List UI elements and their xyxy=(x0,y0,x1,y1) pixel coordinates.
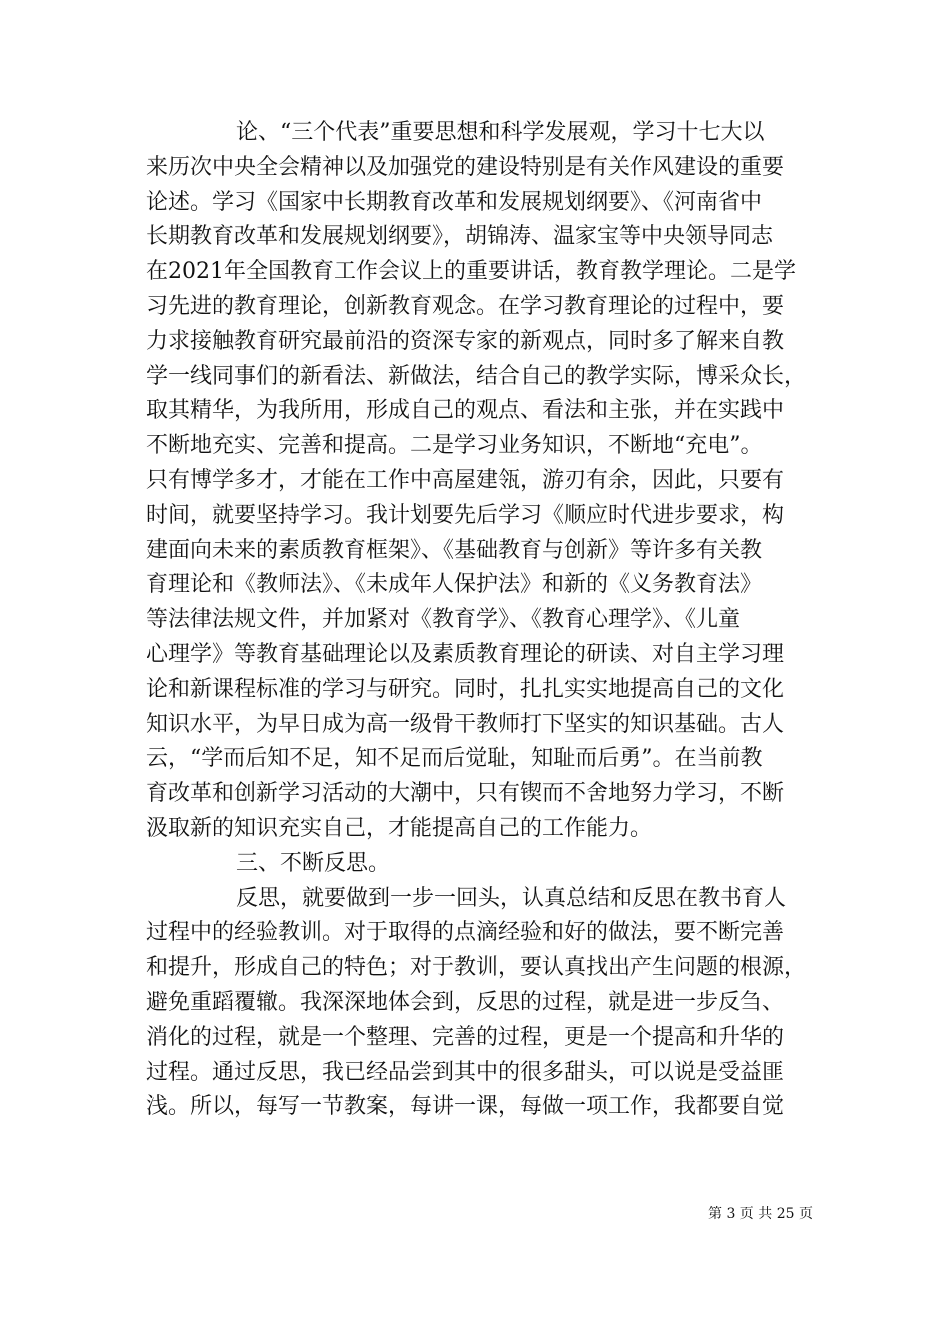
text-line: 消化的过程，就是一个整理、完善的过程，更是一个提高和升华的 xyxy=(146,1024,785,1050)
text-line: 过程中的经验教训。对于取得的点滴经验和好的做法，要不断完善 xyxy=(146,920,785,946)
text-line: 只有博学多才，才能在工作中高屋建瓴，游刃有余，因此，只要有 xyxy=(146,467,785,493)
text-line: 避免重蹈覆辙。我深深地体会到，反思的过程，就是进一步反刍、 xyxy=(146,989,785,1015)
text-line: 等法律法规文件，并加紧对《教育学》、《教育心理学》、《儿童 xyxy=(146,607,741,633)
text-line: 不断地充实、完善和提高。二是学习业务知识，不断地“充电”。 xyxy=(146,433,763,459)
document-body xyxy=(146,116,810,1125)
text-line: 反思，就要做到一步一回头，认真总结和反思在教书育人 xyxy=(236,885,787,911)
text-line: 取其精华，为我所用，形成自己的观点、看法和主张，并在实践中 xyxy=(146,398,785,424)
text-line: 长期教育改革和发展规划纲要》，胡锦涛、温家宝等中央领导同志 xyxy=(146,224,774,250)
text-line: 心理学》等教育基础理论以及素质教育理论的研读、对自主学习理 xyxy=(146,641,785,667)
text-line: 习先进的教育理论，创新教育观念。在学习教育理论的过程中，要 xyxy=(146,293,785,319)
section-heading: 三、不断反思。 xyxy=(236,850,391,876)
text-line: 在2021年全国教育工作会议上的重要讲话，教育教学理论。二是学 xyxy=(146,259,796,285)
text-line: 育改革和创新学习活动的大潮中，只有锲而不舍地努力学习，不断 xyxy=(146,781,785,807)
text-line: 汲取新的知识充实自己，才能提高自己的工作能力。 xyxy=(146,815,653,841)
text-line: 浅。所以，每写一节教案，每讲一课，每做一项工作，我都要自觉 xyxy=(146,1094,785,1120)
page-number: 第 3 页 共 25 页 xyxy=(708,1206,813,1222)
text-line: 知识水平，为早日成为高一级骨干教师打下坚实的知识基础。古人 xyxy=(146,711,785,737)
text-line: 云，“学而后知不足，知不足而后觉耻，知耻而后勇”。在当前教 xyxy=(146,746,763,772)
text-line: 来历次中央全会精神以及加强党的建设特别是有关作风建设的重要 xyxy=(146,154,785,180)
text-line: 时间，就要坚持学习。我计划要先后学习《顺应时代进步要求，构 xyxy=(146,502,785,528)
text-line: 过程。通过反思，我已经品尝到其中的很多甜头，可以说是受益匪 xyxy=(146,1059,785,1085)
text-line: 和提升，形成自己的特色；对于教训，要认真找出产生问题的根源， xyxy=(146,955,807,981)
text-line: 建面向未来的素质教育框架》、《基础教育与创新》等许多有关教 xyxy=(146,537,763,563)
text-line: 学一线同事们的新看法、新做法，结合自己的教学实际，博采众长， xyxy=(146,363,807,389)
text-line: 育理论和《教师法》、《未成年人保护法》和新的《义务教育法》 xyxy=(146,572,763,598)
text-line: 力求接触教育研究最前沿的资深专家的新观点，同时多了解来自教 xyxy=(146,328,785,354)
text-line: 论、“三个代表”重要思想和科学发展观，学习十七大以 xyxy=(236,120,765,145)
text-line: 论述。学习《国家中长期教育改革和发展规划纲要》、《河南省中 xyxy=(146,189,763,215)
text-line: 论和新课程标准的学习与研究。同时，扎扎实实地提高自己的文化 xyxy=(146,676,785,702)
